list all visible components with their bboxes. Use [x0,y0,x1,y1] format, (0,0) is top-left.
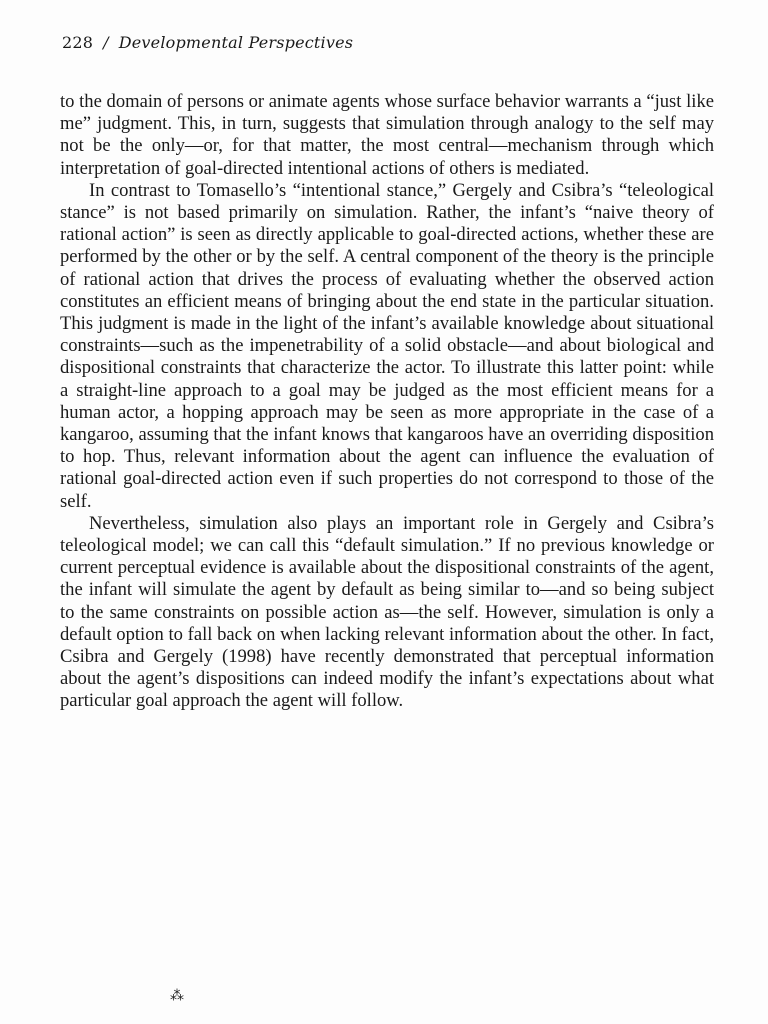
scan-artifact-mark: ⁂ [170,988,184,1004]
header-separator: / [103,33,109,52]
paragraph-default-simulation: Nevertheless, simulation also plays an important role in Gergely and Csibra’s teleological model; we can call this “default simulation.” If no previous knowledge or current perceptual evidence is available about the dispositional constraints of the agent, the infant will simulate the agent by default as being similar to—and so being subject to the same constraints on possible action as—the self. However, simulation is only a default option to fall back on when lacking relevant information about the other. In fact, Csibra and Gergely (1998) have recently demonstrated that perceptual information about the agent’s dispositions can indeed modify the infant’s expectations about what particular goal approach the agent will follow. [60,512,714,712]
running-head [62,33,353,52]
chapter-title: Developmental Perspectives [118,33,354,52]
page-number: 228 [62,33,94,52]
paragraph-teleological-stance: In contrast to Tomasello’s “intentional stance,” Gergely and Csibra’s “teleological stance” is not based primarily on simulation. Rather, the infant’s “naive theory of rational action” is seen as directly applicable to goal-directed actions, whether these are performed by the other or by the self. A central component of the theory is the principle of rational action that drives the process of evaluating whether the observed action constitutes an efficient means of bringing about the end state in the particular situation. This judgment is made in the light of the infant’s available knowledge about situational constraints—such as the impenetrability of a solid obstacle—and about biological and dispositional constraints that characterize the actor. To illustrate this latter point: while a straight-line approach to a goal may be judged as the most efficient means for a human actor, a hopping approach may be seen as more appropriate in the case of a kangaroo, assuming that the infant knows that kangaroos have an overriding disposition to hop. Thus, relevant information about the agent can influence the evaluation of rational goal-directed action even if such properties do not correspond to those of the self. [60,179,714,512]
paragraph-continued: to the domain of persons or animate agents whose surface behavior warrants a “just like me” judgment. This, in turn, suggests that simulation through analogy to the self may not be the only—or, for that matter, the most central—mechanism through which interpretation of goal-directed intentional actions of others is mediated. [60,91,714,179]
body-text [60,91,714,713]
